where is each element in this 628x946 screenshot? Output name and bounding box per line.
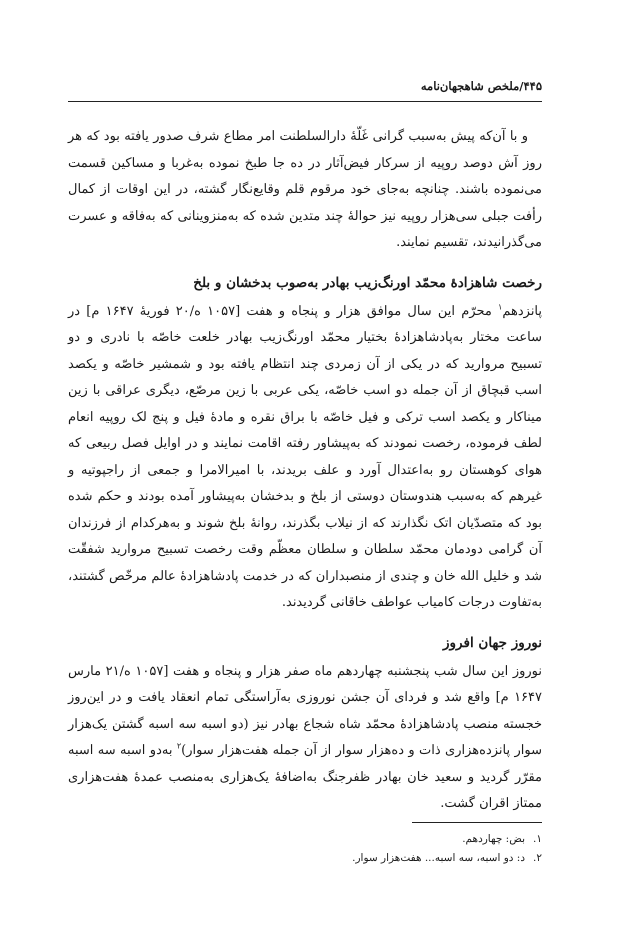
paragraph-nowruz-text-after: به‌دو اسبه سه اسبه مقرّر گردید و سعید خان بهادر ظفرجنگ به‌اضافهٔ یک‌هزاری به‌منصب عمدهٔ هفت‌هزاری ممتاز اقران گشت.	[68, 743, 542, 811]
section-heading-departure: رخصت شاهزادهٔ محمّد اورنگ‌زیب بهادر به‌صوب بدخشان و بلخ	[193, 274, 542, 291]
paragraph-intro: و با آن‌که پیش به‌سبب گرانی غَلّهٔ دارالسلطنت امر مطاع شرف صدور یافته بود که هر روز آش دوصد روپیه از سرکار فیض‌آثار در ده جا طبخ نموده به‌غربا و مساکین قسمت می‌نموده باشند. چنانچه به‌جای خود مرقوم قلم وقایع‌نگار گشته، در این اوقات از کمال رأفت جبلی سی‌هزار روپیه نیز حوالهٔ چند متدین شده که به‌منزوینانی که به‌فاقه و عسرت می‌گذرانیدند، تقسیم نمایند.	[68, 129, 542, 250]
page-body	[68, 124, 542, 818]
section-heading-nowruz: نوروز جهان افروز	[443, 634, 542, 651]
paragraph-nowruz-text-before: نوروز این سال شب پنجشنبه چهاردهم ماه صفر هزار و پنجاه و هفت [۱۰۵۷ ه/۲۱ مارس ۱۶۴۷ م] واقع شد و فردای آن جشن نوروزی به‌آراستگی تمام انعقاد یافت و در این‌روز خجسته منصب پادشاهزادهٔ محمّد شاه شجاع بهادر نیز (دو اسبه سه اسبه گشتن یک‌هزار سوار پانزده‌هزاری ذات و ده‌هزار سوار از آن جمله هفت‌هزار سوار)	[68, 663, 542, 758]
paragraph-departure	[68, 299, 542, 617]
header-rule	[68, 101, 542, 102]
paragraph-nowruz	[68, 659, 542, 818]
paragraph-departure-text: محرّم این سال موافق هزار و پنجاه و هفت [۱۰۵۷ ه/۲۰ فوریهٔ ۱۶۴۷ م] در ساعت مختار به‌پادشاهزادهٔ بختیار محمّد اورنگ‌زیب بهادر خلعت خاصّه با نادری و دو تسبیح مروارید که در یکی از آن زمردی چند انتظام یافته بود و شمشیر خاصّه و یکصد اسب قبچاق از آن جمله دو اسب خاصّه، یکی عربی با زین مرصّع، دیگری عراقی با زین میناکار و یکصد اسب ترکی و فیل خاصّه با براق نقره و مادهٔ فیل و پنج لک روپیه انعام لطف فرموده، رخصت نمودند که به‌پیشاور رفته اقامت نمایند و در اوایل فصل ربیعی که هوای کوهستان رو به‌اعتدال آورد و علف بریدند، با امیرالامرا و جمعی از راجپوتیه و غیرهم که به‌سبب هندوستان دوستی از بلخ و بدخشان به‌پیشاور آمده بودند و حکم شده بود که متصدّیان اتک نگذارند که از نیلاب بگذرند، روانهٔ بلخ شوند و به‌هرکدام از فرزندان آن گرامی دودمان محمّد سلطان و سلطان معظّم وقت رخصت تسبیح مروارید شفقّت شد و خلیل الله خان و چندی از منصبداران که در خدمت پادشاهزادهٔ عالم مرخّص گشتند، به‌تفاوت درجات کامیاب عواطف خاقانی گردیدند.	[68, 303, 542, 610]
paragraph-lead: پانزدهم	[502, 303, 543, 319]
footnote-ref-2[interactable]: ۲	[176, 741, 182, 751]
running-header: ۴۴۵/ملخص شاهجهان‌نامه	[420, 79, 542, 93]
footnotes	[260, 830, 542, 868]
footnote-rule	[412, 822, 542, 823]
footnote-text: د: دو اسبه، سه اسبه... هفت‌هزار سوار.	[352, 852, 526, 864]
footnote-ref-1[interactable]: ۱	[498, 302, 503, 312]
footnote-2	[260, 849, 542, 868]
footnote-1	[260, 830, 542, 849]
footnote-number: ۲.	[533, 852, 542, 864]
footnote-number: ۱.	[533, 833, 542, 845]
footnote-text: بض: چهاردهم.	[462, 833, 526, 845]
